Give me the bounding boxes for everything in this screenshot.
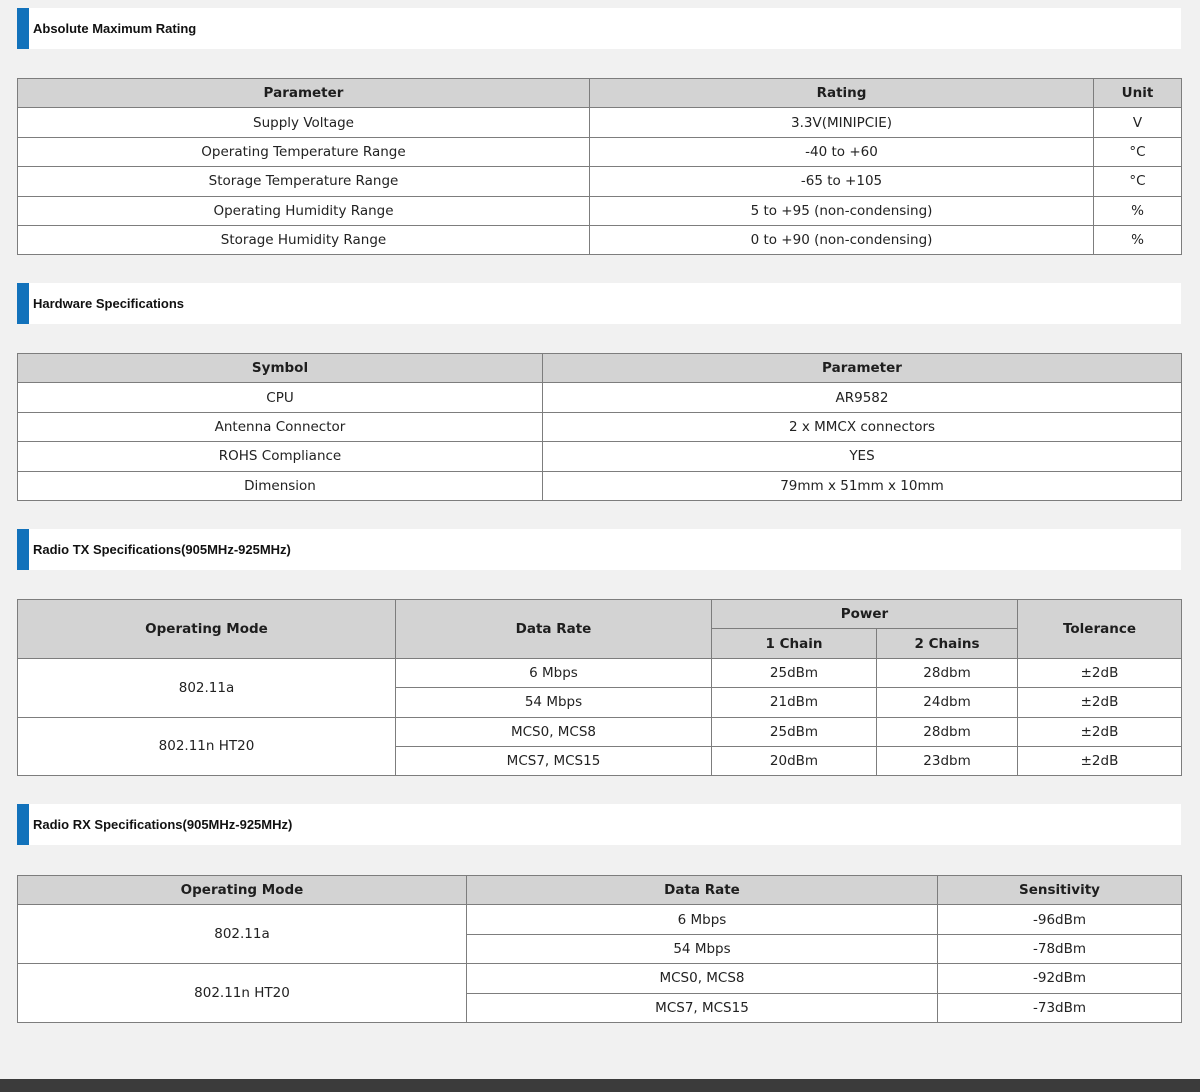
table-row — [18, 964, 1182, 993]
header-rating: Rating — [590, 79, 1094, 108]
cell-sensitivity: -92dBm — [938, 964, 1182, 993]
table-row — [18, 225, 1182, 254]
cell-1-chain: 25dBm — [712, 717, 877, 746]
section-title-hardware-specifications — [17, 283, 1181, 324]
header-data-rate: Data Rate — [467, 876, 938, 905]
section-title-text: Hardware Specifications — [33, 296, 184, 311]
cell-unit: % — [1094, 196, 1182, 225]
section-title-absolute-maximum-rating — [17, 8, 1181, 49]
cell-rating: -65 to +105 — [590, 167, 1094, 196]
table-row — [18, 383, 1182, 412]
cell-data-rate: 6 Mbps — [467, 905, 938, 934]
section-title-text: Radio TX Specifications(905MHz-925MHz) — [33, 542, 291, 557]
footer-bar — [0, 1079, 1200, 1092]
cell-symbol: ROHS Compliance — [18, 442, 543, 471]
header-operating-mode: Operating Mode — [18, 876, 467, 905]
cell-sensitivity: -73dBm — [938, 993, 1182, 1022]
table-row — [18, 717, 1182, 746]
cell-symbol: Dimension — [18, 471, 543, 500]
table-header-row — [18, 354, 1182, 383]
cell-operating-mode: 802.11n HT20 — [18, 717, 396, 776]
section-title-radio-tx-specifications — [17, 529, 1181, 570]
cell-rating: -40 to +60 — [590, 137, 1094, 166]
section-title-text: Radio RX Specifications(905MHz-925MHz) — [33, 817, 293, 832]
cell-tolerance: ±2dB — [1018, 746, 1182, 775]
cell-2-chains: 23dbm — [877, 746, 1018, 775]
section-title-radio-rx-specifications — [17, 804, 1181, 845]
cell-parameter: YES — [543, 442, 1182, 471]
header-data-rate: Data Rate — [396, 600, 712, 659]
cell-2-chains: 28dbm — [877, 658, 1018, 687]
cell-parameter: 2 x MMCX connectors — [543, 412, 1182, 441]
cell-parameter: Operating Temperature Range — [18, 137, 590, 166]
cell-data-rate: MCS7, MCS15 — [396, 746, 712, 775]
table-header-row — [18, 79, 1182, 108]
cell-unit: °C — [1094, 137, 1182, 166]
table-row — [18, 167, 1182, 196]
cell-data-rate: 54 Mbps — [467, 934, 938, 963]
cell-2-chains: 24dbm — [877, 688, 1018, 717]
cell-parameter: 79mm x 51mm x 10mm — [543, 471, 1182, 500]
cell-operating-mode: 802.11a — [18, 658, 396, 717]
cell-rating: 5 to +95 (non-condensing) — [590, 196, 1094, 225]
cell-operating-mode: 802.11n HT20 — [18, 964, 467, 1023]
cell-symbol: CPU — [18, 383, 543, 412]
cell-tolerance: ±2dB — [1018, 658, 1182, 687]
header-parameter: Parameter — [543, 354, 1182, 383]
header-tolerance: Tolerance — [1018, 600, 1182, 659]
cell-1-chain: 25dBm — [712, 658, 877, 687]
table-row — [18, 412, 1182, 441]
cell-rating: 3.3V(MINIPCIE) — [590, 108, 1094, 137]
table-row — [18, 658, 1182, 687]
cell-parameter: Operating Humidity Range — [18, 196, 590, 225]
radio-tx-specifications-table — [17, 599, 1182, 776]
table-header-row — [18, 876, 1182, 905]
cell-unit: °C — [1094, 167, 1182, 196]
cell-unit: V — [1094, 108, 1182, 137]
absolute-maximum-rating-table — [17, 78, 1182, 255]
cell-sensitivity: -96dBm — [938, 905, 1182, 934]
cell-parameter: AR9582 — [543, 383, 1182, 412]
table-row — [18, 442, 1182, 471]
cell-sensitivity: -78dBm — [938, 934, 1182, 963]
table-row — [18, 108, 1182, 137]
cell-operating-mode: 802.11a — [18, 905, 467, 964]
cell-1-chain: 21dBm — [712, 688, 877, 717]
header-operating-mode: Operating Mode — [18, 600, 396, 659]
table-row — [18, 196, 1182, 225]
header-unit: Unit — [1094, 79, 1182, 108]
header-1-chain: 1 Chain — [712, 629, 877, 658]
cell-tolerance: ±2dB — [1018, 688, 1182, 717]
section-title-text: Absolute Maximum Rating — [33, 21, 197, 36]
table-row — [18, 905, 1182, 934]
header-power: Power — [712, 600, 1018, 629]
table-row — [18, 137, 1182, 166]
cell-unit: % — [1094, 225, 1182, 254]
cell-data-rate: 54 Mbps — [396, 688, 712, 717]
cell-parameter: Supply Voltage — [18, 108, 590, 137]
cell-data-rate: 6 Mbps — [396, 658, 712, 687]
cell-parameter: Storage Humidity Range — [18, 225, 590, 254]
cell-symbol: Antenna Connector — [18, 412, 543, 441]
cell-rating: 0 to +90 (non-condensing) — [590, 225, 1094, 254]
header-sensitivity: Sensitivity — [938, 876, 1182, 905]
cell-1-chain: 20dBm — [712, 746, 877, 775]
cell-data-rate: MCS0, MCS8 — [396, 717, 712, 746]
header-parameter: Parameter — [18, 79, 590, 108]
cell-parameter: Storage Temperature Range — [18, 167, 590, 196]
cell-data-rate: MCS7, MCS15 — [467, 993, 938, 1022]
cell-tolerance: ±2dB — [1018, 717, 1182, 746]
table-row — [18, 471, 1182, 500]
hardware-specifications-table — [17, 353, 1182, 501]
header-2-chains: 2 Chains — [877, 629, 1018, 658]
header-symbol: Symbol — [18, 354, 543, 383]
table-header-row — [18, 600, 1182, 629]
cell-data-rate: MCS0, MCS8 — [467, 964, 938, 993]
radio-rx-specifications-table — [17, 875, 1182, 1023]
cell-2-chains: 28dbm — [877, 717, 1018, 746]
